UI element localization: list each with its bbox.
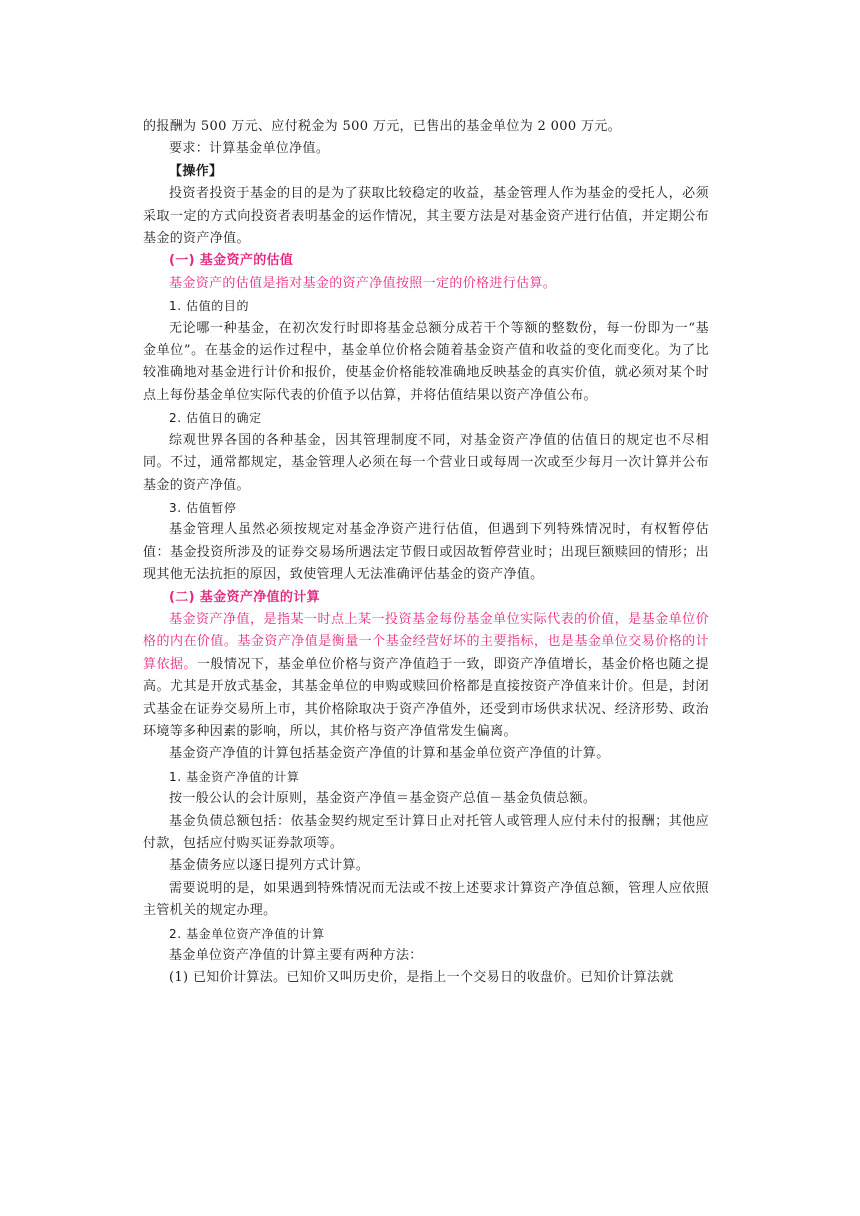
paragraph-formula: 按一般公认的会计原则，基金资产净值＝基金资产总值－基金负债总额。 — [169, 791, 597, 807]
paragraph-known-price: (1) 已知价计算法。已知价又叫历史价，是指上一个交易日的收盘价。已知价计算法就 — [169, 970, 674, 986]
paragraph-purpose: 无论哪一种基金，在初次发行时即将基金总额分成若干个等额的整数份，每一份即为一“基金单位”。在基金的运作过程中，基金单位价格会随着基金资产值和收益的变化而变化。为了比较准确地对基金进行计价和报价，使基金价格能较准确地反映基金的真实价值，就必须对某个时点上每份基金单位实际代表的价值予以估算，并将估值结果以资产净值公布。 — [143, 320, 709, 403]
valuation-definition: 基金资产的估值是指对基金的资产净值按照一定的价格进行估算。 — [169, 275, 557, 291]
paragraph-special-cases: 需要说明的是，如果遇到特殊情况而无法或不按上述要求计算资产净值总额，管理人应依照主管机关的规定办理。 — [143, 880, 709, 919]
paragraph-valuation-date: 综观世界各国的各种基金，因其管理制度不同，对基金资产净值的估值日的规定也不尽相同。不过，通常都规定，基金管理人必须在每一个营业日或每周一次或至少每月一次计算并公布基金的资产净值。 — [143, 432, 709, 493]
paragraph-nav-includes: 基金资产净值的计算包括基金资产净值的计算和基金单位资产净值的计算。 — [169, 746, 610, 762]
paragraph-1: 的报酬为 500 万元、应付税金为 500 万元，已售出的基金单位为 2 000 万元。 — [143, 119, 622, 134]
operation-label: 【操作】 — [169, 163, 223, 179]
document-page — [143, 116, 709, 990]
paragraph-daily-accrual: 基金债务应以逐日提列方式计算。 — [169, 858, 370, 874]
subheading-valuation-date: 2. 估值日的确定 — [169, 411, 262, 426]
subheading-suspension: 3. 估值暂停 — [169, 500, 237, 515]
paragraph-liabilities: 基金负债总额包括：依基金契约规定至计算日止对托管人或管理人应付未付的报酬；其他应付款，包括应付购买证券款项等。 — [143, 813, 709, 851]
paragraph-nav-definition — [143, 609, 709, 743]
section-heading-nav-calc: (二) 基金资产净值的计算 — [169, 589, 320, 605]
subheading-nav-total: 1. 基金资产净值的计算 — [169, 769, 300, 784]
paragraph-two-methods: 基金单位资产净值的计算主要有两种方法： — [169, 948, 423, 964]
nav-definition-rest: 一般情况下，基金单位价格与资产净值趋于一致，即资产净值增长，基金价格也随之提高。尤其是开放式基金，其基金单位的申购或赎回价格都是直接按资产净值来计价。但是，封闭式基金在证券交易所上市，其价格除取决于资产净值外，还受到市场供求状况、经济形势、政治环境等多种因素的影响，所以，其价格与资产净值常发生偏离。 — [143, 656, 709, 739]
section-heading-valuation: (一) 基金资产的估值 — [169, 253, 294, 269]
paragraph-intro: 投资者投资于基金的目的是为了获取比较稳定的收益，基金管理人作为基金的受托人，必须采取一定的方式向投资者表明基金的运作情况，其主要方法是对基金资产进行估值，并定期公布基金的资产净值。 — [143, 186, 709, 247]
nav-definition-highlight: 基金资产净值，是指某一时点上某一投资基金每份基金单位实际代表的价值，是基金单位价格的内在价值。基金资产净值是衡量一个基金经营好坏的主要指标，也是基金单位交易价格的计算依据。 — [143, 611, 709, 672]
subheading-unit-nav: 2. 基金单位资产净值的计算 — [169, 926, 325, 941]
requirement-line: 要求：计算基金单位净值。 — [169, 141, 330, 157]
subheading-purpose: 1. 估值的目的 — [169, 299, 250, 314]
paragraph-suspension: 基金管理人虽然必须按规定对基金净资产进行估值，但遇到下列特殊情况时，有权暂停估值：基金投资所涉及的证券交易场所遇法定节假日或因故暂停营业时；出现巨额赎回的情形；出现其他无法抗拒的原因，致使管理人无法准确评估基金的资产净值。 — [143, 522, 709, 583]
